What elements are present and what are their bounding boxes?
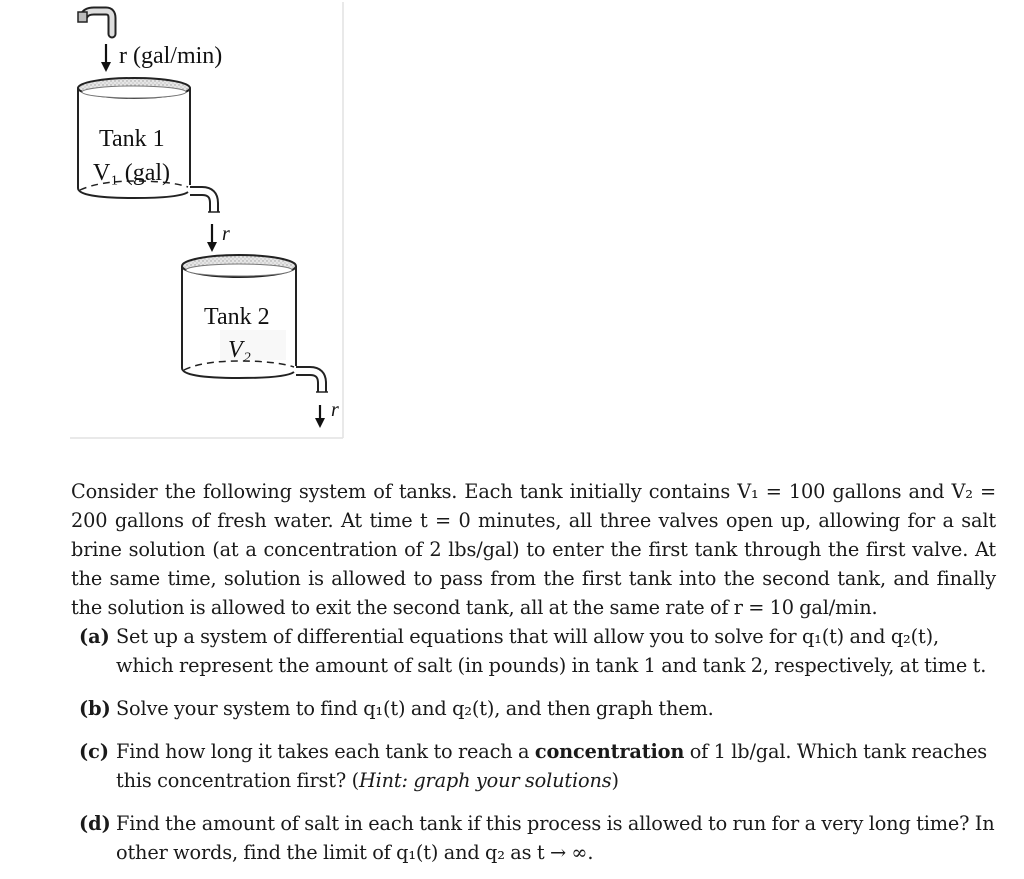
part-b bbox=[79, 694, 996, 723]
part-d-label: (d) bbox=[79, 812, 111, 835]
tank-diagram bbox=[70, 0, 346, 440]
tank-1-name: Tank 1 bbox=[99, 126, 165, 152]
part-a-text-3: , which represent the amount of salt (in pounds) in tank 1 and tank 2, respectively, at time bbox=[116, 625, 973, 677]
part-a-text bbox=[116, 622, 996, 680]
part-b-label: (b) bbox=[79, 697, 111, 720]
part-b-text-1: Solve your system to find bbox=[116, 697, 364, 720]
part-d-text bbox=[116, 809, 996, 867]
inflow-label: r (gal/min) bbox=[119, 43, 223, 69]
part-c-text-1: Find how long it takes each tank to reach a bbox=[116, 740, 535, 763]
part-c-hint: Hint: graph your solutions bbox=[358, 769, 612, 792]
tank-1-initial-volume: V₁ = 100 bbox=[737, 480, 826, 503]
problem-statement bbox=[71, 477, 996, 867]
part-c-label: (c) bbox=[79, 740, 109, 763]
part-b-text bbox=[116, 694, 996, 723]
part-d bbox=[79, 809, 996, 867]
intro-text-2: gallons and bbox=[825, 480, 952, 503]
part-d-text-3: as bbox=[504, 841, 537, 864]
part-c bbox=[79, 737, 996, 795]
inlet-faucet-icon bbox=[78, 11, 112, 34]
intro-text-3: gallons of fresh water. At time bbox=[107, 509, 420, 532]
part-d-q1: q₁(t) bbox=[396, 841, 439, 864]
tank-2-volume: V₂ bbox=[228, 337, 252, 363]
part-c-text-2: of 1 lb/gal. Which tank reaches this concentration first? ( bbox=[116, 740, 987, 792]
part-c-emphasis: concentration bbox=[534, 740, 685, 763]
part-c-text bbox=[116, 737, 996, 795]
part-a-label: (a) bbox=[79, 625, 110, 648]
part-b-q2: q₂(t) bbox=[452, 697, 495, 720]
part-d-limit: t → ∞ bbox=[536, 841, 588, 864]
outflow-label: r bbox=[331, 399, 339, 421]
part-d-text-1: Find the amount of salt in each tank if this process is allowed to run for a very long time? In other words, find the limit of bbox=[116, 812, 995, 864]
part-a-text-1: Set up a system of differential equations that will allow you to solve for bbox=[116, 625, 802, 648]
part-a-t: t bbox=[972, 654, 981, 677]
tank-2-initial-volume: V₂ = 200 bbox=[71, 480, 996, 532]
outflow-arrow-icon bbox=[315, 405, 325, 428]
part-d-q2: q₂ bbox=[485, 841, 505, 864]
part-b-q1: q₁(t) bbox=[363, 697, 406, 720]
intro-text-5: . bbox=[871, 596, 878, 619]
tank-2-name: Tank 2 bbox=[204, 304, 270, 330]
tank-1-volume: V₁ (gal) bbox=[93, 160, 171, 186]
problem-parts bbox=[71, 622, 996, 867]
part-a-q2: q₂(t) bbox=[890, 625, 933, 648]
problem-intro bbox=[71, 477, 996, 622]
part-b-text-3: , and then graph them. bbox=[494, 697, 714, 720]
tank-1-outlet-pipe-icon bbox=[190, 191, 220, 212]
initial-time: t = 0 bbox=[419, 509, 471, 532]
part-a-text-4: . bbox=[980, 654, 987, 677]
tank-2-outlet-pipe-icon bbox=[296, 371, 328, 392]
part-b-text-2: and bbox=[405, 697, 453, 720]
flow-1-to-2-label: r bbox=[222, 223, 230, 245]
inflow-arrow-icon bbox=[101, 44, 111, 72]
part-a bbox=[79, 622, 996, 680]
flow-arrow-1-to-2-icon bbox=[207, 224, 217, 252]
part-d-text-4: . bbox=[587, 841, 594, 864]
intro-text-4: minutes, all three valves open up, allowing for a salt brine solution (at a concentration of 2 lbs/gal) to enter the first tank through the first valve. At the same time, solution is allowed to pass from the first tank into the second tank, and finally the solution is allowed to exit the second tank, all at the same rate of bbox=[71, 509, 997, 619]
part-c-text-3: ) bbox=[611, 769, 619, 792]
intro-text-1: Consider the following system of tanks. Each tank initially contains bbox=[71, 480, 738, 503]
part-d-text-2: and bbox=[438, 841, 486, 864]
part-a-text-2: and bbox=[844, 625, 891, 648]
part-a-q1: q₁(t) bbox=[801, 625, 845, 648]
flow-rate: r = 10 gal/min bbox=[733, 596, 872, 619]
